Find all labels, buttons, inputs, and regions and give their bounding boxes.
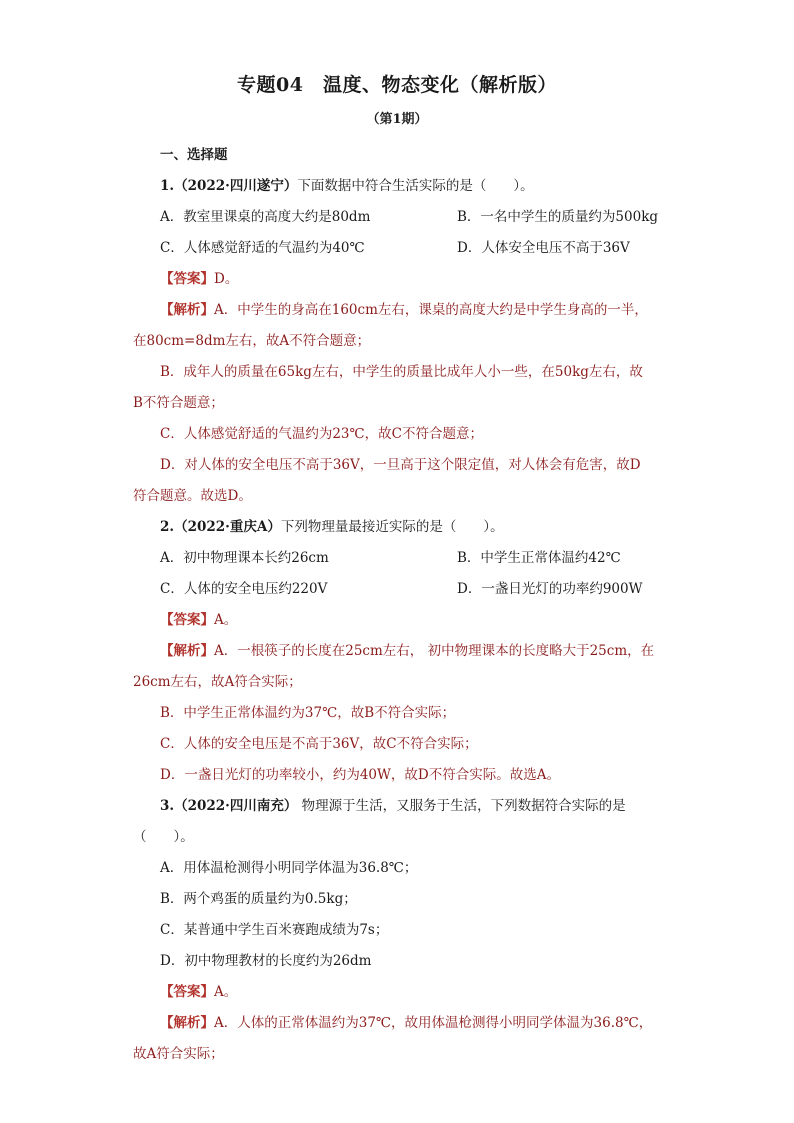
question-1-explanation-d-cont: 符合题意。故选D。: [133, 488, 252, 504]
question-3-option-d: D．初中物理教材的长度约为26dm: [160, 953, 372, 969]
question-1-explanation-d: D．对人体的安全电压不高于36V，一旦高于这个限定值，对人体会有危害，故D: [160, 457, 641, 473]
question-3-stem-cont: （ ）。: [133, 829, 194, 845]
question-3-stem: [160, 791, 673, 822]
question-1-option-c: C．人体感觉舒适的气温约为40℃: [160, 240, 365, 256]
question-3-option-b: B．两个鸡蛋的质量约为0.5kg；: [160, 891, 357, 907]
document-body: [133, 140, 673, 1070]
answer-value: A。: [214, 984, 238, 1000]
answer-tag: 【答案】: [160, 612, 214, 628]
document-title: 专题04 温度、物态变化（解析版）: [237, 74, 557, 96]
question-3-option-c: C．某普通中学生百米赛跑成绩为7s；: [160, 922, 389, 938]
question-2-answer: [160, 605, 673, 636]
question-2-explanation-c: C．人体的安全电压是不高于36V，故C不符合实际；: [160, 736, 478, 752]
explanation-text: A．一根筷子的长度在25cm左右， 初中物理课本的长度略大于25cm，在: [214, 643, 655, 659]
answer-value: A。: [214, 612, 238, 628]
question-2-options-row-1: [160, 543, 673, 574]
question-3-source: 3.（2022·四川南充）: [160, 798, 298, 814]
question-1-answer: [160, 264, 673, 295]
question-2-option-a: A．初中物理课本长约26cm: [160, 550, 329, 566]
question-2-source: 2.（2022·重庆A）: [160, 519, 281, 535]
answer-tag: 【答案】: [160, 271, 214, 287]
question-2-option-c: C．人体的安全电压约220V: [160, 581, 328, 597]
question-3-option-a: A．用体温枪测得小明同学体温为36.8℃；: [160, 860, 418, 876]
explanation-tag: 【解析】: [160, 302, 214, 318]
question-1-option-a: A．教室里课桌的高度大约是80dm: [160, 209, 371, 225]
question-1-options-row-1: [160, 202, 673, 233]
question-1-option-b: B．一名中学生的质量约为500kg: [457, 209, 659, 225]
question-2-text: 下列物理量最接近实际的是（ ）。: [280, 519, 504, 535]
question-1-options-row-2: [160, 233, 673, 264]
question-3-explanation-a-cont: 故A符合实际；: [133, 1046, 224, 1062]
question-1-source: 1.（2022·四川遂宁）: [160, 178, 298, 194]
question-1-text: 下面数据中符合生活实际的是（ ）。: [297, 178, 534, 194]
question-3-explanation-a: [160, 1008, 673, 1039]
question-2-explanation-a-cont: 26cm左右，故A符合实际；: [133, 674, 302, 690]
question-2-option-b: B．中学生正常体温约42℃: [457, 550, 621, 566]
question-2-explanation-d: D．一盏日光灯的功率较小，约为40W，故D不符合实际。故选A。: [160, 767, 560, 783]
question-1-explanation-a-cont: 在80cm=8dm左右，故A不符合题意；: [133, 333, 371, 349]
document-period: （第1期）: [366, 112, 428, 127]
question-2-option-d: D．一盏日光灯的功率约900W: [457, 581, 643, 597]
answer-tag: 【答案】: [160, 984, 214, 1000]
question-1-explanation-c: C．人体感觉舒适的气温约为23℃，故C不符合题意；: [160, 426, 483, 442]
question-1-option-d: D．人体安全电压不高于36V: [457, 240, 630, 256]
question-3-text: 物理源于生活，又服务于生活，下列数据符合实际的是: [297, 798, 626, 814]
question-2-options-row-2: [160, 574, 673, 605]
question-3-answer: [160, 977, 673, 1008]
question-1-explanation-a: [160, 295, 673, 326]
question-1-explanation-b-cont: B不符合题意；: [133, 395, 224, 411]
question-2-explanation-b: B．中学生正常体温约为37℃，故B不符合实际；: [160, 705, 456, 721]
question-1-stem: [160, 171, 673, 202]
explanation-tag: 【解析】: [160, 1015, 214, 1031]
question-2-explanation-a: [160, 636, 673, 667]
answer-value: D。: [214, 271, 239, 287]
explanation-tag: 【解析】: [160, 643, 214, 659]
question-2-stem: [160, 512, 673, 543]
section-heading: 一、选择题: [160, 147, 228, 163]
question-1-explanation-b: B．成年人的质量在65kg左右，中学生的质量比成年人小一些，在50kg左右，故: [160, 364, 643, 380]
explanation-text: A．中学生的身高在160cm左右，课桌的高度大约是中学生身高的一半，: [214, 302, 648, 318]
explanation-text: A．人体的正常体温约为37℃，故用体温枪测得小明同学体温为36.8℃，: [214, 1015, 653, 1031]
